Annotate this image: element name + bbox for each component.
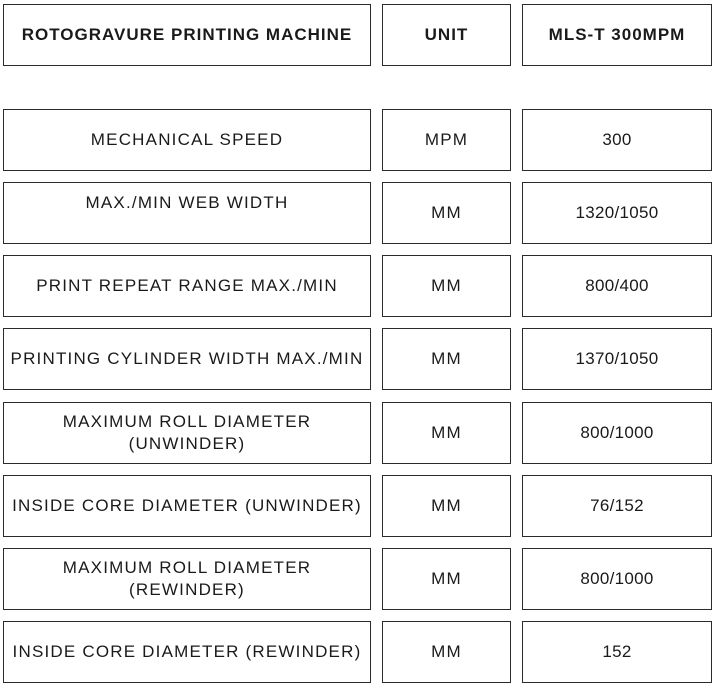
spec-unit: MM: [431, 569, 462, 588]
spec-row-unit-cell: [382, 182, 511, 244]
spec-parameter: INSIDE CORE DIAMETER (REWINDER): [12, 642, 362, 661]
header-model-label: MLS-T 300MPM: [548, 25, 686, 44]
spec-unit: MM: [431, 423, 462, 442]
spec-unit: MPM: [424, 130, 469, 149]
header-machine-label: ROTOGRAVURE PRINTING MACHINE: [21, 25, 353, 44]
spec-value: 800/1000: [580, 423, 654, 442]
spec-parameter: [63, 557, 311, 601]
spec-row-unit-cell: [382, 548, 511, 610]
spec-row-parameter-cell: [3, 621, 371, 683]
spec-row-value-cell: [522, 328, 712, 390]
spec-value: 800/400: [585, 276, 649, 295]
spec-unit: MM: [431, 203, 462, 222]
spec-unit: MM: [431, 496, 462, 515]
spec-parameter-line: (UNWINDER): [128, 434, 246, 453]
spec-row-unit-cell: [382, 109, 511, 171]
header-unit-label: UNIT: [424, 25, 469, 44]
spec-value: 800/1000: [580, 569, 654, 588]
spec-row-value-cell: [522, 109, 712, 171]
spec-row-unit-cell: [382, 475, 511, 537]
header-model-cell: [522, 4, 712, 66]
spec-row-unit-cell: [382, 328, 511, 390]
spec-value: 152: [602, 642, 632, 661]
spec-unit: MM: [431, 276, 462, 295]
spec-row-unit-cell: [382, 402, 511, 464]
spec-unit: MM: [431, 642, 462, 661]
spec-parameter: MAX./MIN WEB WIDTH: [85, 193, 289, 212]
header-unit-cell: [382, 4, 511, 66]
spec-parameter: [63, 411, 311, 455]
spec-value: 76/152: [590, 496, 644, 515]
spec-row-value-cell: [522, 255, 712, 317]
spec-parameter: PRINT REPEAT RANGE MAX./MIN: [36, 276, 338, 295]
spec-parameter: PRINTING CYLINDER WIDTH MAX./MIN: [10, 349, 364, 368]
spec-row-unit-cell: [382, 621, 511, 683]
spec-row-parameter-cell: [3, 328, 371, 390]
spec-value: 300: [602, 130, 632, 149]
spec-parameter: MECHANICAL SPEED: [90, 130, 284, 149]
spec-row-parameter-cell: [3, 402, 371, 464]
spec-parameter-line: MAXIMUM ROLL DIAMETER: [62, 412, 312, 431]
spec-row-value-cell: [522, 621, 712, 683]
spec-parameter-line: MAXIMUM ROLL DIAMETER: [62, 558, 312, 577]
spec-row-parameter-cell: [3, 475, 371, 537]
spec-parameter: INSIDE CORE DIAMETER (UNWINDER): [12, 496, 362, 515]
spec-row-parameter-cell: [3, 109, 371, 171]
spec-row-parameter-cell: [3, 548, 371, 610]
spec-value: 1370/1050: [575, 349, 659, 368]
spec-row-value-cell: [522, 182, 712, 244]
spec-row-unit-cell: [382, 255, 511, 317]
spec-value: 1320/1050: [575, 203, 659, 222]
spec-row-value-cell: [522, 475, 712, 537]
spec-parameter-line: (REWINDER): [129, 580, 245, 599]
spec-unit: MM: [431, 349, 462, 368]
spec-row-parameter-cell: [3, 182, 371, 244]
spec-row-parameter-cell: [3, 255, 371, 317]
spec-row-value-cell: [522, 402, 712, 464]
header-machine-cell: [3, 4, 371, 66]
spec-row-value-cell: [522, 548, 712, 610]
